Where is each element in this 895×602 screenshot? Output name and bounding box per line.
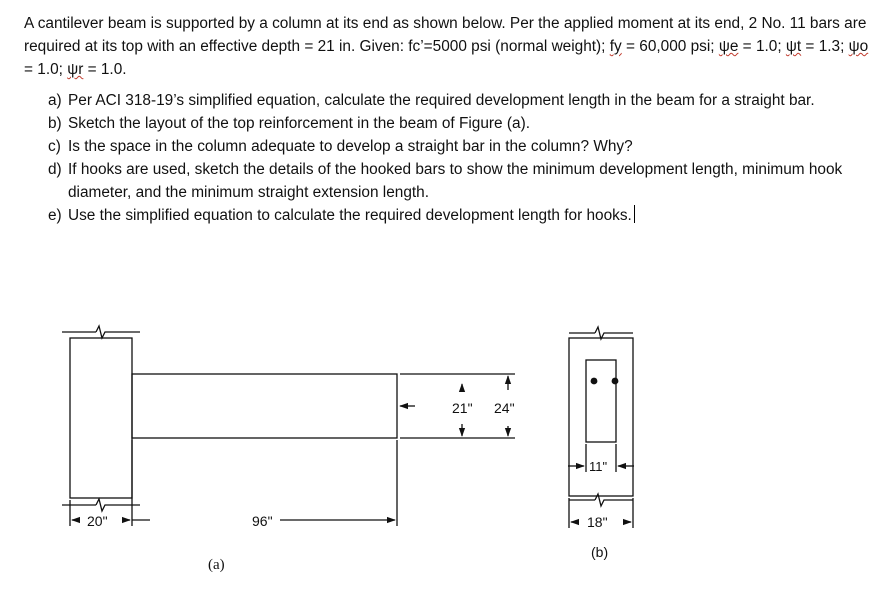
psi-r-value: = 1.0.	[83, 61, 127, 78]
dim-20-label: 20"	[87, 513, 108, 529]
fy-symbol: fy	[609, 38, 622, 55]
part-marker: c)	[48, 138, 61, 155]
part-marker: d)	[48, 161, 62, 178]
part-marker: a)	[48, 92, 62, 109]
psi-o-symbol: ψo	[848, 38, 869, 55]
part-text: Use the simplified equation to calculate the required development length for hooks.	[68, 207, 632, 224]
beam-outline	[132, 374, 397, 438]
psi-r-symbol: ψr	[67, 61, 84, 78]
part-text: Sketch the layout of the top reinforcement in the beam of Figure (a).	[68, 115, 530, 132]
figure-b-caption: (b)	[591, 544, 609, 560]
dim-21-label: 21"	[452, 400, 473, 416]
psi-e-symbol: ψe	[718, 38, 739, 55]
dim-18-label: 18"	[587, 514, 608, 530]
column-break-symbol-bottom	[96, 499, 140, 511]
intro-text: A cantilever beam is supported by a column at its end as shown below. Per the applied moment at its end, 2 No. 11 bars are required at its top with an effective depth = 21 in. Given: fc’=5000 psi (normal weight);	[24, 15, 867, 55]
psi-o-value: = 1.0;	[24, 61, 68, 78]
fy-value: = 60,000 psi;	[621, 38, 719, 55]
column-outline	[70, 338, 132, 498]
part-marker: e)	[48, 207, 62, 224]
psi-t-symbol: ψt	[785, 38, 802, 55]
part-text: Per ACI 318-19’s simplified equation, calculate the required development length in the beam for a straight bar.	[68, 92, 815, 109]
figure-a	[62, 326, 515, 526]
dim-96-label: 96"	[252, 513, 273, 529]
column-break-symbol-top	[96, 326, 140, 338]
part-marker: b)	[48, 115, 62, 132]
figure-b	[568, 327, 634, 528]
psi-t-value: = 1.3;	[801, 38, 849, 55]
section-core-outline	[586, 360, 616, 442]
psi-e-value: = 1.0;	[738, 38, 786, 55]
part-text: Is the space in the column adequate to develop a straight bar in the column? Why?	[68, 138, 633, 155]
section-break-symbol-top	[595, 327, 633, 339]
figure-a-caption: (a)	[208, 557, 225, 573]
dim-11-label: 11"	[589, 459, 608, 474]
rebar-dot-left	[591, 378, 598, 385]
rebar-dot-right	[612, 378, 619, 385]
dim-24-label: 24"	[494, 400, 515, 416]
part-text: If hooks are used, sketch the details of the hooked bars to show the minimum development length, minimum hook diameter, and the minimum straight extension length.	[68, 161, 843, 201]
